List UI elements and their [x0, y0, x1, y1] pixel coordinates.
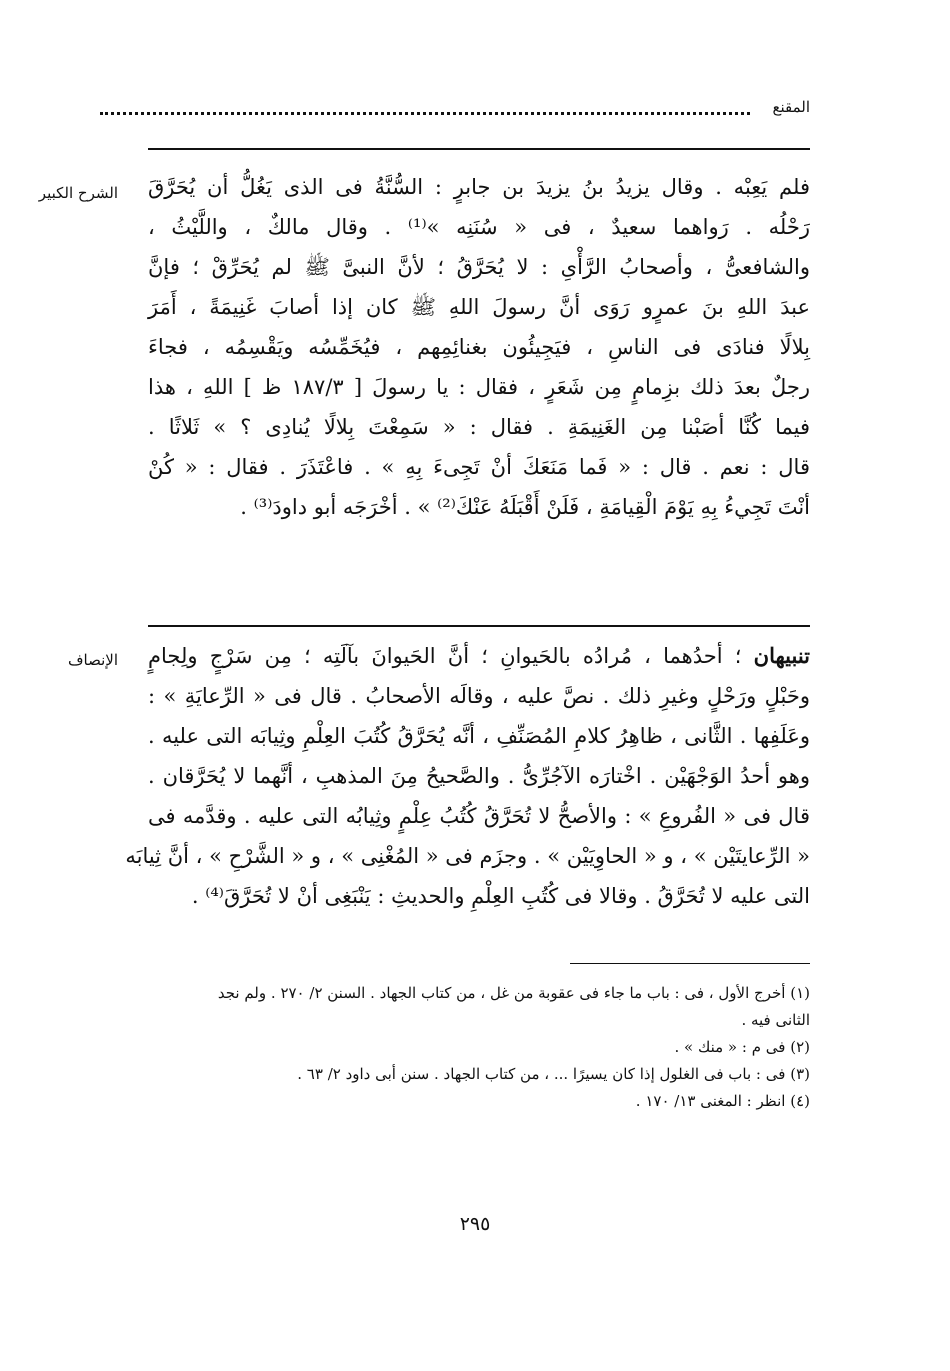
footnote-number: (٣): [790, 1065, 810, 1083]
text-line: فيما كُنَّا أصَبْنا مِن الغَنِيمَةِ . فقال : « سَمِعْتَ بِلالًا يُنادِى ؟ » ثَلاثًا .: [148, 415, 810, 439]
footnote-text: انظر : المغنى ١٣/ ١٧٠ .: [635, 1092, 786, 1110]
footnote-rule: [570, 963, 810, 964]
footnotes: [140, 980, 810, 1115]
header-dotted-rule: [100, 112, 750, 115]
text-line: وحَبْلٍ ورَحْلٍ وغيرِ ذلك . نصَّ عليه ، وقالَه الأصحابُ . قال فى « الرِّعايَةِ » :: [148, 684, 810, 708]
text-line: رَحْلُه . رَواهما سعيدٌ ، فى « سُنَنِه »⁽¹⁾ . وقال مالكٌ ، واللَّيْثُ ،: [148, 215, 810, 239]
side-label-sharh: الشرح الكبير: [38, 184, 118, 202]
text-line: عبدَ اللهِ بنَ عمرٍو رَوَى أنَّ رسولَ اللهِ ﷺ كان إذا أصابَ غَنِيمَةً ، أَمَرَ: [148, 295, 810, 319]
footnote-text: أخرج الأول ، فى : باب ما جاء فى عقوبة من غل ، من كتاب الجهاد . السنن ٢/ ٢٧٠ . ولم نجد: [217, 984, 786, 1002]
footnote: [140, 1088, 810, 1115]
text-line: أنْتَ تَجِيءُ بِهِ يَوْمَ الْقِيامَةِ ، فَلَنْ أَقْبَلَهُ عَنْكَ⁽²⁾ » . أخْرَجَه أبو داودَ⁽³⁾ .: [240, 495, 810, 519]
text-line: والشافعىُّ ، وأصحابُ الرَّأْىِ : لا يُحَرَّقُ ؛ لأنَّ النبىَّ ﷺ لم يُحَرِّقْ ؛ فإنَّ: [148, 255, 810, 279]
text-line: رجلٌ بعدَ ذلك بزِمامٍ مِن شَعَرٍ ، فقال : يا رسولَ [ ١٨٧/٣ ظ ] اللهِ ، هذا: [148, 375, 810, 399]
text-line: [148, 636, 810, 676]
text-line-rest: ؛ أحدُهما ، مُرادُه بالحَيوانِ ؛ أنَّ الحَيوانَ بآلَتِه ؛ مِن سَرْجٍ ولِجامٍ: [148, 644, 742, 668]
text-line: بِلالًا فنادَى فى الناسِ ، فيَجِيئُون بغنائِمِهم ، فيُخَمِّسُه ويَقْسِمُه ، فجاءَ: [148, 335, 810, 359]
text-line: « الرِّعايتَيْن » ، و « الحاوِيَيْن » . وجزَم فى « المُغْنِى » ، و « الشَّرْحِ » ، أنَّ ثِيابَه: [125, 844, 810, 868]
footnote-number: (٢): [790, 1038, 810, 1056]
insaf-text-block: [125, 636, 810, 916]
running-title: المقنع: [772, 98, 810, 116]
page-number: ٢٩٥: [459, 1213, 491, 1235]
text-line: قال : نعم . قال : « فَما مَنَعَكَ أنْ تَجِىءَ بِهِ » . فاعْتَذَرَ . فقال : « كُنْ: [148, 455, 810, 479]
footnote: [140, 1061, 810, 1088]
footnote: [140, 1034, 810, 1061]
text-line: وهو أحدُ الوَجْهَيْن . اخْتارَه الآجُرِّىُّ . والصَّحيحُ مِنَ المذهبِ ، أنَّهما لا يُحَرَّقان .: [148, 764, 810, 788]
text-line: قال فى « الفُروعِ » : والأصحُّ لا تُحَرَّقُ كُتُبُ عِلْمٍ وثِيابُه التى عليه . وقدَّمه فى: [148, 804, 810, 828]
footnote-text: فى م : « منك » .: [674, 1038, 786, 1056]
footnote-number: (٤): [790, 1092, 810, 1110]
running-header: [100, 98, 810, 128]
text-line: التى عليه لا تُحَرَّقُ . وقالا فى كُتُبِ العِلْمِ والحديثِ : يَنْبَغِى أنْ لا تُحَرَّقَ⁽⁴⁾ .: [191, 884, 810, 908]
footnote: [140, 980, 810, 1007]
section-rule: [148, 625, 810, 627]
footnote-text: فى : باب فى الغلول إذا كان يسيرًا ... ، من كتاب الجهاد . سنن أبى داود ٢/ ٦٣ .: [297, 1065, 786, 1083]
footnote-number: (١): [790, 984, 810, 1002]
text-line: فلم يَعِبْه . وقال يزيدُ بنُ يزيدَ بن جابرٍ : السُّنَّةُ فى الذى يَغُلُّ أن يُحَرَّقَ: [148, 175, 810, 199]
footnote-continuation: الثانى فيه .: [741, 1011, 810, 1029]
side-label-insaf: الإنصاف: [67, 651, 118, 669]
main-text-block: [148, 167, 810, 527]
top-rule: [148, 148, 810, 150]
text-line: وعَلَفِها . الثَّانى ، ظاهِرُ كلامِ المُصَنِّفِ ، أنَّه يُحَرَّقُ كُتُبَ العِلْمِ وثِيابَه التى عليه .: [148, 724, 810, 748]
insaf-lead-word: تنبيهان: [753, 643, 810, 668]
